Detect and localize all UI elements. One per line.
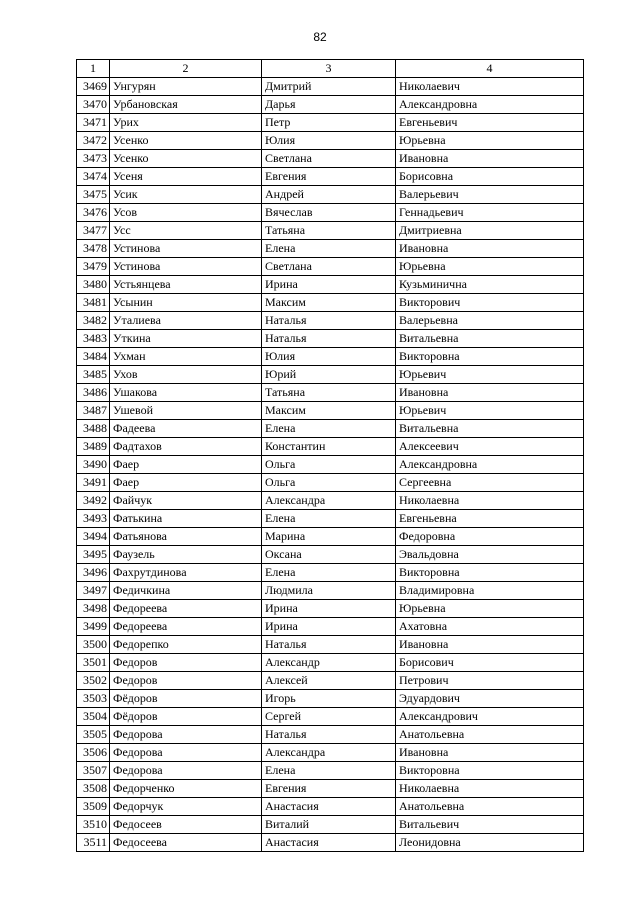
patronymic-cell: Анатольевна [396, 726, 584, 744]
row-number-cell: 3510 [77, 816, 110, 834]
patronymic-cell: Петрович [396, 672, 584, 690]
given-name-cell: Александр [262, 654, 396, 672]
surname-cell: Федорепко [110, 636, 262, 654]
table-row [77, 384, 584, 402]
surname-cell: Федорова [110, 744, 262, 762]
given-name-cell: Наталья [262, 312, 396, 330]
surname-cell: Федорова [110, 726, 262, 744]
patronymic-cell: Ивановна [396, 240, 584, 258]
given-name-cell: Оксана [262, 546, 396, 564]
table-row [77, 222, 584, 240]
patronymic-cell: Николаевна [396, 780, 584, 798]
given-name-cell: Александра [262, 744, 396, 762]
given-name-cell: Елена [262, 564, 396, 582]
row-number-cell: 3473 [77, 150, 110, 168]
row-number-cell: 3490 [77, 456, 110, 474]
patronymic-cell: Ивановна [396, 384, 584, 402]
table-row [77, 186, 584, 204]
surname-cell: Фаузель [110, 546, 262, 564]
table-row [77, 366, 584, 384]
surname-cell: Усс [110, 222, 262, 240]
row-number-cell: 3506 [77, 744, 110, 762]
row-number-cell: 3501 [77, 654, 110, 672]
given-name-cell: Ирина [262, 276, 396, 294]
patronymic-cell: Ивановна [396, 150, 584, 168]
table-row [77, 276, 584, 294]
patronymic-cell: Николаевна [396, 492, 584, 510]
row-number-cell: 3476 [77, 204, 110, 222]
surname-cell: Ухов [110, 366, 262, 384]
given-name-cell: Светлана [262, 150, 396, 168]
table-row [77, 510, 584, 528]
given-name-cell: Наталья [262, 726, 396, 744]
table-row [77, 528, 584, 546]
row-number-cell: 3487 [77, 402, 110, 420]
patronymic-cell: Владимировна [396, 582, 584, 600]
patronymic-cell: Витальевна [396, 330, 584, 348]
table-row [77, 546, 584, 564]
column-header: 1 [77, 60, 110, 78]
given-name-cell: Алексей [262, 672, 396, 690]
patronymic-cell: Геннадьевич [396, 204, 584, 222]
roster-body [77, 78, 584, 852]
row-number-cell: 3485 [77, 366, 110, 384]
given-name-cell: Александра [262, 492, 396, 510]
surname-cell: Фёдоров [110, 690, 262, 708]
given-name-cell: Андрей [262, 186, 396, 204]
patronymic-cell: Ахатовна [396, 618, 584, 636]
surname-cell: Урбановская [110, 96, 262, 114]
surname-cell: Федосеева [110, 834, 262, 852]
surname-cell: Федоров [110, 654, 262, 672]
table-row [77, 564, 584, 582]
table-row [77, 150, 584, 168]
row-number-cell: 3505 [77, 726, 110, 744]
patronymic-cell: Юрьевич [396, 402, 584, 420]
surname-cell: Усов [110, 204, 262, 222]
table-row [77, 726, 584, 744]
surname-cell: Федорчук [110, 798, 262, 816]
given-name-cell: Юлия [262, 348, 396, 366]
given-name-cell: Анастасия [262, 798, 396, 816]
patronymic-cell: Викторовна [396, 564, 584, 582]
surname-cell: Федореева [110, 600, 262, 618]
table-row [77, 798, 584, 816]
column-header: 4 [396, 60, 584, 78]
given-name-cell: Наталья [262, 636, 396, 654]
surname-cell: Усеня [110, 168, 262, 186]
surname-cell: Уталиева [110, 312, 262, 330]
surname-cell: Ухман [110, 348, 262, 366]
patronymic-cell: Борисовна [396, 168, 584, 186]
table-row [77, 618, 584, 636]
row-number-cell: 3491 [77, 474, 110, 492]
surname-cell: Фатькина [110, 510, 262, 528]
table-row [77, 402, 584, 420]
table-row [77, 312, 584, 330]
given-name-cell: Людмила [262, 582, 396, 600]
table-row [77, 582, 584, 600]
page-number: 82 [313, 30, 327, 44]
row-number-cell: 3471 [77, 114, 110, 132]
row-number-cell: 3500 [77, 636, 110, 654]
surname-cell: Устьянцева [110, 276, 262, 294]
table-row [77, 438, 584, 456]
given-name-cell: Светлана [262, 258, 396, 276]
column-header: 2 [110, 60, 262, 78]
patronymic-cell: Алексеевич [396, 438, 584, 456]
patronymic-cell: Александровна [396, 456, 584, 474]
table-row [77, 294, 584, 312]
row-number-cell: 3481 [77, 294, 110, 312]
patronymic-cell: Евгеньевна [396, 510, 584, 528]
given-name-cell: Евгения [262, 780, 396, 798]
table-row [77, 420, 584, 438]
header-row [77, 60, 584, 78]
surname-cell: Федореева [110, 618, 262, 636]
patronymic-cell: Дмитриевна [396, 222, 584, 240]
row-number-cell: 3479 [77, 258, 110, 276]
table-row [77, 132, 584, 150]
row-number-cell: 3499 [77, 618, 110, 636]
given-name-cell: Елена [262, 510, 396, 528]
table-row [77, 654, 584, 672]
patronymic-cell: Викторовна [396, 762, 584, 780]
surname-cell: Ушевой [110, 402, 262, 420]
given-name-cell: Ирина [262, 600, 396, 618]
patronymic-cell: Валерьевна [396, 312, 584, 330]
given-name-cell: Юлия [262, 132, 396, 150]
given-name-cell: Сергей [262, 708, 396, 726]
surname-cell: Усынин [110, 294, 262, 312]
table-row [77, 114, 584, 132]
table-row [77, 636, 584, 654]
given-name-cell: Елена [262, 762, 396, 780]
row-number-cell: 3503 [77, 690, 110, 708]
surname-cell: Федоров [110, 672, 262, 690]
row-number-cell: 3498 [77, 600, 110, 618]
given-name-cell: Максим [262, 294, 396, 312]
patronymic-cell: Ивановна [396, 636, 584, 654]
given-name-cell: Игорь [262, 690, 396, 708]
given-name-cell: Дарья [262, 96, 396, 114]
surname-cell: Файчук [110, 492, 262, 510]
row-number-cell: 3478 [77, 240, 110, 258]
surname-cell: Усенко [110, 132, 262, 150]
given-name-cell: Дмитрий [262, 78, 396, 96]
row-number-cell: 3475 [77, 186, 110, 204]
table-row [77, 96, 584, 114]
given-name-cell: Татьяна [262, 222, 396, 240]
patronymic-cell: Эдуардович [396, 690, 584, 708]
patronymic-cell: Сергеевна [396, 474, 584, 492]
row-number-cell: 3495 [77, 546, 110, 564]
patronymic-cell: Анатольевна [396, 798, 584, 816]
given-name-cell: Константин [262, 438, 396, 456]
surname-cell: Фадеева [110, 420, 262, 438]
surname-cell: Фаер [110, 456, 262, 474]
patronymic-cell: Николаевич [396, 78, 584, 96]
table-row [77, 834, 584, 852]
patronymic-cell: Валерьевич [396, 186, 584, 204]
given-name-cell: Евгения [262, 168, 396, 186]
given-name-cell: Елена [262, 420, 396, 438]
roster-table [76, 59, 584, 852]
patronymic-cell: Александровна [396, 96, 584, 114]
table-row [77, 708, 584, 726]
table-row [77, 690, 584, 708]
patronymic-cell: Юрьевна [396, 258, 584, 276]
surname-cell: Фахрутдинова [110, 564, 262, 582]
surname-cell: Федичкина [110, 582, 262, 600]
patronymic-cell: Леонидовна [396, 834, 584, 852]
row-number-cell: 3493 [77, 510, 110, 528]
surname-cell: Уткина [110, 330, 262, 348]
given-name-cell: Петр [262, 114, 396, 132]
given-name-cell: Ольга [262, 474, 396, 492]
patronymic-cell: Евгеньевич [396, 114, 584, 132]
row-number-cell: 3488 [77, 420, 110, 438]
given-name-cell: Виталий [262, 816, 396, 834]
given-name-cell: Вячеслав [262, 204, 396, 222]
patronymic-cell: Александрович [396, 708, 584, 726]
table-row [77, 672, 584, 690]
surname-cell: Фадтахов [110, 438, 262, 456]
row-number-cell: 3480 [77, 276, 110, 294]
table-row [77, 762, 584, 780]
patronymic-cell: Юрьевич [396, 366, 584, 384]
row-number-cell: 3474 [77, 168, 110, 186]
table-row [77, 816, 584, 834]
row-number-cell: 3492 [77, 492, 110, 510]
patronymic-cell: Викторович [396, 294, 584, 312]
patronymic-cell: Юрьевна [396, 132, 584, 150]
row-number-cell: 3511 [77, 834, 110, 852]
patronymic-cell: Эвальдовна [396, 546, 584, 564]
patronymic-cell: Ивановна [396, 744, 584, 762]
table-row [77, 456, 584, 474]
table-row [77, 330, 584, 348]
row-number-cell: 3494 [77, 528, 110, 546]
surname-cell: Устинова [110, 258, 262, 276]
row-number-cell: 3472 [77, 132, 110, 150]
row-number-cell: 3470 [77, 96, 110, 114]
given-name-cell: Ирина [262, 618, 396, 636]
patronymic-cell: Викторовна [396, 348, 584, 366]
row-number-cell: 3477 [77, 222, 110, 240]
given-name-cell: Юрий [262, 366, 396, 384]
surname-cell: Урих [110, 114, 262, 132]
surname-cell: Унгурян [110, 78, 262, 96]
row-number-cell: 3483 [77, 330, 110, 348]
patronymic-cell: Борисович [396, 654, 584, 672]
patronymic-cell: Кузьминична [396, 276, 584, 294]
given-name-cell: Ольга [262, 456, 396, 474]
given-name-cell: Татьяна [262, 384, 396, 402]
row-number-cell: 3486 [77, 384, 110, 402]
patronymic-cell: Федоровна [396, 528, 584, 546]
row-number-cell: 3489 [77, 438, 110, 456]
table-row [77, 474, 584, 492]
given-name-cell: Наталья [262, 330, 396, 348]
row-number-cell: 3469 [77, 78, 110, 96]
table-row [77, 600, 584, 618]
row-number-cell: 3504 [77, 708, 110, 726]
table-row [77, 258, 584, 276]
row-number-cell: 3497 [77, 582, 110, 600]
row-number-cell: 3502 [77, 672, 110, 690]
surname-cell: Федосеев [110, 816, 262, 834]
row-number-cell: 3509 [77, 798, 110, 816]
table-row [77, 240, 584, 258]
surname-cell: Устинова [110, 240, 262, 258]
surname-cell: Фатьянова [110, 528, 262, 546]
row-number-cell: 3484 [77, 348, 110, 366]
given-name-cell: Максим [262, 402, 396, 420]
patronymic-cell: Витальевич [396, 816, 584, 834]
table-row [77, 78, 584, 96]
column-header: 3 [262, 60, 396, 78]
table-row [77, 348, 584, 366]
table-row [77, 204, 584, 222]
patronymic-cell: Юрьевна [396, 600, 584, 618]
surname-cell: Усенко [110, 150, 262, 168]
row-number-cell: 3508 [77, 780, 110, 798]
given-name-cell: Анастасия [262, 834, 396, 852]
table-row [77, 492, 584, 510]
table-row [77, 744, 584, 762]
given-name-cell: Елена [262, 240, 396, 258]
table-row [77, 780, 584, 798]
row-number-cell: 3507 [77, 762, 110, 780]
surname-cell: Фаер [110, 474, 262, 492]
table-row [77, 168, 584, 186]
surname-cell: Федорова [110, 762, 262, 780]
surname-cell: Усик [110, 186, 262, 204]
surname-cell: Ушакова [110, 384, 262, 402]
patronymic-cell: Витальевна [396, 420, 584, 438]
given-name-cell: Марина [262, 528, 396, 546]
surname-cell: Федорченко [110, 780, 262, 798]
surname-cell: Фёдоров [110, 708, 262, 726]
row-number-cell: 3496 [77, 564, 110, 582]
row-number-cell: 3482 [77, 312, 110, 330]
